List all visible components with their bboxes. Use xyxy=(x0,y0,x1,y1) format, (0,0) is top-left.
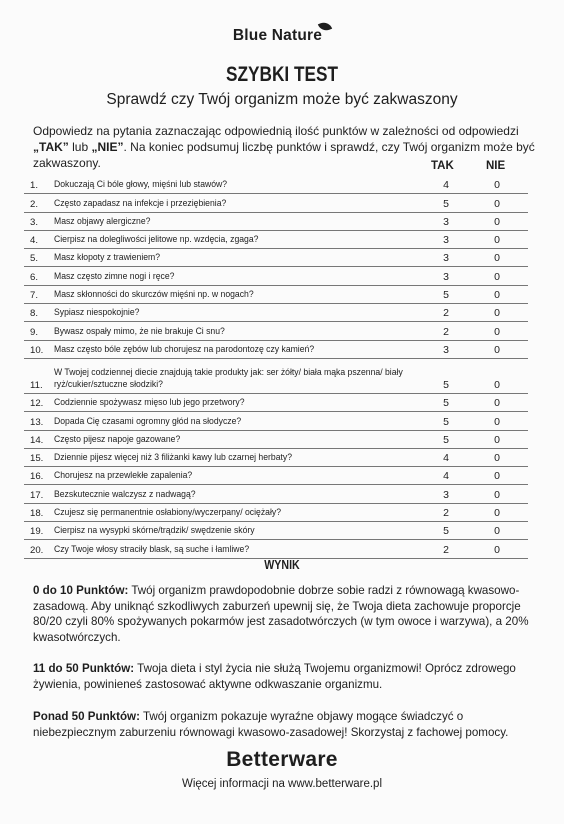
nie-points: 0 xyxy=(494,234,500,247)
tak-points: 5 xyxy=(443,433,449,446)
page-title: SZYBKI TEST xyxy=(226,63,338,86)
result-mid-range: 11 do 50 Punktów: xyxy=(33,662,135,675)
question-number: 13. xyxy=(30,416,44,428)
nie-points: 0 xyxy=(494,470,500,483)
question-text: Cierpisz na dolegliwości jelitowe np. wzdęcia, zgaga? xyxy=(54,234,259,246)
question-number: 20. xyxy=(30,544,44,556)
tak-points: 5 xyxy=(443,397,449,410)
nie-points: 0 xyxy=(494,307,500,320)
nie-points: 0 xyxy=(494,525,500,538)
nie-points: 0 xyxy=(494,252,500,265)
nie-points: 0 xyxy=(494,215,500,228)
footer-brand-logo: Betterware xyxy=(226,748,338,771)
result-high-text: Twój organizm pokazuje wyraźne objawy mogące świadczyć o niebezpiecznym zaburzeniu równowagi kwasowo-zasadowej! Skorzystaj z fachowej pomocy. xyxy=(33,710,509,739)
tak-points: 3 xyxy=(443,215,449,228)
result-high-range: Ponad 50 Punktów: xyxy=(33,710,140,723)
intro-part-3: . Na koniec podsumuj liczbę punktów i sprawdź, czy Twój organizm może być zakwaszony. xyxy=(33,140,535,170)
question-text: Czujesz się permanentnie osłabiony/wyczerpany/ ociężały? xyxy=(54,507,282,519)
brand-logo xyxy=(0,22,564,45)
nie-points: 0 xyxy=(494,433,500,446)
question-text: Codziennie spożywasz mięso lub jego przetwory? xyxy=(54,397,245,409)
question-number: 19. xyxy=(30,526,44,538)
question-text: Dziennie pijesz więcej niż 3 filiżanki kawy lub czarnej herbaty? xyxy=(54,452,293,464)
result-high xyxy=(33,709,543,740)
tak-points: 4 xyxy=(443,470,449,483)
tak-points: 5 xyxy=(443,378,449,391)
nie-points: 0 xyxy=(494,452,500,465)
tak-points: 4 xyxy=(443,452,449,465)
question-text: Sypiasz niespokojnie? xyxy=(54,307,140,319)
question-number: 1. xyxy=(30,180,39,192)
intro-nie: „NIE” xyxy=(91,140,124,154)
question-text: Dokuczają Ci bóle głowy, mięśni lub stawów? xyxy=(54,179,228,191)
question-row xyxy=(24,522,528,540)
nie-points: 0 xyxy=(494,507,500,520)
page-subtitle: Sprawdź czy Twój organizm może być zakwaszony xyxy=(106,91,458,108)
nie-points: 0 xyxy=(494,197,500,210)
question-text: Cierpisz na wysypki skórne/trądzik/ swędzenie skóry xyxy=(54,525,255,537)
nie-points: 0 xyxy=(494,378,500,391)
question-text: Czy Twoje włosy straciły blask, są suche i łamliwe? xyxy=(54,543,250,555)
question-number: 8. xyxy=(30,308,39,320)
intro-part-1: Odpowiedz na pytania zaznaczając odpowiednią ilość punktów w zależności od odpowiedzi xyxy=(33,124,519,138)
question-text: Masz skłonności do skurczów mięśni np. w nogach? xyxy=(54,289,254,301)
nie-points: 0 xyxy=(494,289,500,302)
question-text: W Twojej codziennej diecie znajdują takie produkty jak: ser żółty/ biała mąka pszenna/ biały ryż/cukier/sztuczne słodziki? xyxy=(54,366,403,390)
nie-points: 0 xyxy=(494,543,500,556)
question-row xyxy=(24,304,528,322)
question-row xyxy=(24,467,528,485)
question-number: 3. xyxy=(30,216,39,228)
question-row xyxy=(24,412,528,430)
question-row xyxy=(24,322,528,340)
question-number: 5. xyxy=(30,253,39,265)
question-row xyxy=(24,231,528,249)
question-row xyxy=(24,176,528,194)
question-number: 17. xyxy=(30,489,44,501)
question-number: 10. xyxy=(30,344,44,356)
question-number: 7. xyxy=(30,290,39,302)
tak-points: 5 xyxy=(443,415,449,428)
question-row xyxy=(24,194,528,212)
column-header-tak: TAK xyxy=(431,160,454,172)
footer-info: Więcej informacji na www.betterware.pl xyxy=(181,778,383,790)
question-number: 4. xyxy=(30,235,39,247)
result-mid xyxy=(33,661,543,692)
tak-points: 3 xyxy=(443,488,449,501)
question-number: 12. xyxy=(30,398,44,410)
intro-part-2: lub xyxy=(68,140,92,154)
intro-text xyxy=(33,123,538,171)
tak-points: 4 xyxy=(443,179,449,192)
nie-points: 0 xyxy=(494,179,500,192)
question-text: Masz często zimne nogi i ręce? xyxy=(54,270,175,282)
result-low-range: 0 do 10 Punktów: xyxy=(33,584,129,597)
question-number: 2. xyxy=(30,198,39,210)
tak-points: 5 xyxy=(443,197,449,210)
result-low xyxy=(33,583,543,645)
nie-points: 0 xyxy=(494,488,500,501)
question-number: 16. xyxy=(30,471,44,483)
nie-points: 0 xyxy=(494,415,500,428)
tak-points: 3 xyxy=(443,234,449,247)
question-text: Bywasz ospały mimo, że nie brakuje Ci snu? xyxy=(54,325,225,337)
tak-points: 3 xyxy=(443,270,449,283)
question-row xyxy=(24,504,528,522)
tak-points: 2 xyxy=(443,543,449,556)
question-row xyxy=(24,485,528,503)
question-number: 11. xyxy=(30,379,43,391)
tak-points: 3 xyxy=(443,343,449,356)
question-text: Masz kłopoty z trawieniem? xyxy=(54,252,161,264)
tak-points: 2 xyxy=(443,507,449,520)
question-text: Często pijesz napoje gazowane? xyxy=(54,433,181,445)
question-row xyxy=(24,213,528,231)
tak-points: 3 xyxy=(443,252,449,265)
result-low-text: Twój organizm prawdopodobnie dobrze sobie radzi z równowagą kwasowo-zasadową. Aby uniknąć szkodliwych zaburzeń upewnij się, że Twoja dieta zachowuje proporcje 80/20 czyli 80% spożywanych pokarmów jest zasadotwórczych (w tym owoce i warzywa), a 20% kwasotwórczych. xyxy=(33,584,529,644)
question-text: Chorujesz na przewlekłe zapalenia? xyxy=(54,470,193,482)
tak-points: 5 xyxy=(443,525,449,538)
question-row xyxy=(24,359,528,394)
question-row xyxy=(24,267,528,285)
nie-points: 0 xyxy=(494,270,500,283)
questions-table xyxy=(24,176,528,559)
tak-points: 5 xyxy=(443,289,449,302)
intro-tak: „TAK” xyxy=(33,140,69,154)
nie-points: 0 xyxy=(494,325,500,338)
question-text: Często zapadasz na infekcje i przeziębienia? xyxy=(54,197,227,209)
nie-points: 0 xyxy=(494,343,500,356)
question-number: 6. xyxy=(30,271,39,283)
tak-points: 2 xyxy=(443,307,449,320)
column-header-nie: NIE xyxy=(486,160,506,172)
question-row xyxy=(24,394,528,412)
tak-points: 2 xyxy=(443,325,449,338)
result-mid-text: Twoja dieta i styl życia nie służą Twojemu organizmowi! Oprócz zdrowego żywienia, powinieneś zastosować aktywne odkwaszanie organizmu. xyxy=(33,662,516,691)
question-row xyxy=(24,540,528,558)
question-number: 14. xyxy=(30,434,44,446)
question-row xyxy=(24,286,528,304)
question-number: 15. xyxy=(30,453,44,465)
question-text: Masz objawy alergiczne? xyxy=(54,215,151,227)
result-heading: WYNIK xyxy=(264,558,300,572)
question-text: Masz często bóle zębów lub chorujesz na parodontozę czy kamień? xyxy=(54,343,315,355)
question-text: Dopada Cię czasami ogromny głód na słodycze? xyxy=(54,415,242,427)
nie-points: 0 xyxy=(494,397,500,410)
question-row xyxy=(24,449,528,467)
question-text: Bezskutecznie walczysz z nadwagą? xyxy=(54,488,196,500)
question-row xyxy=(24,249,528,267)
question-row xyxy=(24,431,528,449)
question-number: 18. xyxy=(30,508,44,520)
question-row xyxy=(24,341,528,359)
brand-name: Blue Nature xyxy=(232,27,323,44)
question-number: 9. xyxy=(30,326,39,338)
